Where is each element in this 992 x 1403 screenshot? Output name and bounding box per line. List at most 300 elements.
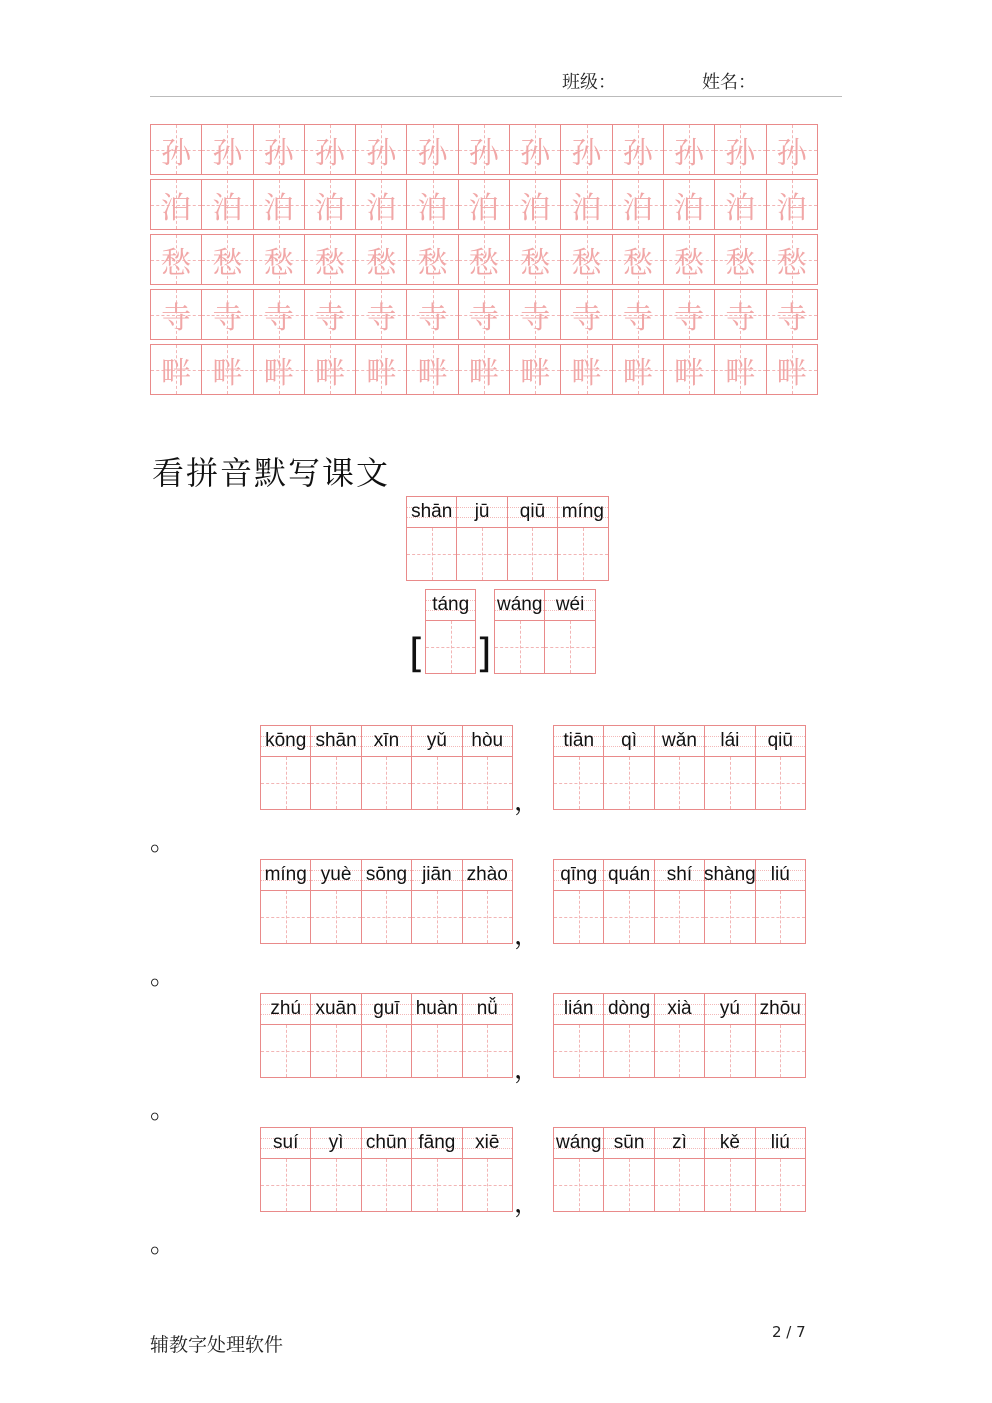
pinyin: yì: [328, 1132, 344, 1153]
pinyin: míng: [561, 501, 604, 522]
practice-row: [150, 344, 817, 395]
trace-character: 孙: [468, 135, 499, 171]
trace-character: 畔: [212, 355, 243, 391]
line-char-box: [260, 993, 311, 1078]
pinyin: jū: [474, 501, 490, 522]
writing-cell[interactable]: [705, 1025, 754, 1077]
character-practice-grid: [150, 124, 817, 399]
writing-cell[interactable]: [705, 891, 754, 943]
title-char-box: [456, 496, 507, 581]
title-char-box: [507, 496, 558, 581]
trace-character: 孙: [315, 135, 346, 171]
line-second-half: [553, 993, 805, 1078]
line-second-half: [553, 859, 805, 944]
pinyin: shān: [411, 501, 453, 522]
trace-character: 孙: [366, 135, 397, 171]
practice-cell[interactable]: [714, 179, 766, 230]
trace-character: 愁: [315, 245, 346, 281]
author-boxes: [494, 589, 595, 674]
pinyin: quán: [607, 864, 651, 885]
pinyin: xiē: [475, 1132, 500, 1153]
trace-character: 泊: [571, 190, 602, 226]
line-char-box: [553, 1127, 604, 1212]
writing-cell[interactable]: [261, 757, 310, 809]
writing-cell[interactable]: [655, 1025, 704, 1077]
pinyin: guī: [373, 998, 400, 1019]
pinyin: qiū: [519, 501, 546, 522]
writing-cell[interactable]: [412, 1025, 461, 1077]
writing-cell[interactable]: [261, 1025, 310, 1077]
pinyin: xuān: [315, 998, 357, 1019]
practice-cell[interactable]: [560, 179, 612, 230]
trace-character: 泊: [520, 190, 551, 226]
practice-cell[interactable]: [509, 289, 561, 340]
comma: ，: [514, 1189, 541, 1219]
pinyin: lái: [720, 730, 740, 751]
trace-character: 寺: [212, 300, 243, 336]
practice-cell[interactable]: [612, 179, 664, 230]
practice-cell[interactable]: [355, 289, 407, 340]
writing-cell[interactable]: [463, 1159, 512, 1211]
line-char-box: [462, 993, 513, 1078]
pinyin: qì: [621, 730, 638, 751]
line-char-box: [462, 1127, 513, 1212]
line-char-box: [462, 725, 513, 810]
practice-cell[interactable]: [201, 344, 253, 395]
author-char-box: [494, 589, 545, 674]
line-char-box: [755, 1127, 806, 1212]
practice-cell[interactable]: [509, 124, 561, 175]
trace-character: 畔: [571, 355, 602, 391]
practice-cell[interactable]: [355, 344, 407, 395]
pinyin: hòu: [471, 730, 504, 751]
practice-cell[interactable]: [612, 234, 664, 285]
practice-cell[interactable]: [560, 289, 612, 340]
practice-cell[interactable]: [150, 234, 202, 285]
writing-cell[interactable]: [545, 621, 594, 673]
practice-cell[interactable]: [560, 234, 612, 285]
pinyin: kě: [719, 1132, 740, 1153]
line-char-box: [704, 1127, 755, 1212]
practice-cell[interactable]: [355, 234, 407, 285]
practice-cell[interactable]: [663, 344, 715, 395]
comma: ，: [514, 787, 541, 817]
trace-character: 寺: [674, 300, 705, 336]
comma: ，: [514, 1055, 541, 1085]
trace-character: 泊: [161, 190, 192, 226]
pinyin: qīng: [560, 864, 598, 885]
writing-cell[interactable]: [558, 528, 607, 580]
writing-cell[interactable]: [261, 1159, 310, 1211]
writing-cell[interactable]: [457, 528, 506, 580]
line-char-box: [704, 993, 755, 1078]
header-divider: [150, 96, 842, 97]
trace-character: 寺: [366, 300, 397, 336]
line-first-half: [260, 725, 512, 810]
trace-character: 畔: [725, 355, 756, 391]
line-char-box: [755, 725, 806, 810]
writing-cell[interactable]: [412, 757, 461, 809]
practice-cell[interactable]: [458, 234, 510, 285]
writing-cell[interactable]: [756, 1159, 805, 1211]
practice-cell[interactable]: [663, 124, 715, 175]
writing-cell[interactable]: [463, 891, 512, 943]
trace-character: 孙: [417, 135, 448, 171]
writing-cell[interactable]: [554, 757, 603, 809]
line-char-box: [553, 725, 604, 810]
name-label: 姓名：: [702, 72, 756, 93]
practice-cell[interactable]: [560, 344, 612, 395]
trace-character: 愁: [571, 245, 602, 281]
practice-cell[interactable]: [714, 124, 766, 175]
trace-character: 泊: [725, 190, 756, 226]
practice-cell[interactable]: [253, 289, 305, 340]
practice-cell[interactable]: [150, 124, 202, 175]
dynasty-box: [425, 589, 475, 674]
comma: ，: [514, 921, 541, 951]
pinyin: yǔ: [426, 730, 447, 751]
pinyin: míng: [264, 864, 307, 885]
writing-cell[interactable]: [463, 757, 512, 809]
trace-character: 畔: [674, 355, 705, 391]
writing-cell[interactable]: [412, 1159, 461, 1211]
line-char-box: [704, 725, 755, 810]
pinyin: shí: [666, 864, 693, 885]
line-char-box: [704, 859, 755, 944]
practice-cell[interactable]: [253, 234, 305, 285]
writing-cell[interactable]: [655, 1159, 704, 1211]
trace-character: 泊: [315, 190, 346, 226]
writing-cell[interactable]: [655, 757, 704, 809]
pinyin: jiān: [422, 864, 452, 885]
trace-character: 寺: [161, 300, 192, 336]
practice-cell[interactable]: [406, 289, 458, 340]
line-char-box: [755, 993, 806, 1078]
practice-cell[interactable]: [766, 234, 818, 285]
trace-character: 畔: [366, 355, 397, 391]
poem-title-boxes: [406, 496, 608, 581]
trace-character: 孙: [725, 135, 756, 171]
line-char-box: [603, 859, 654, 944]
trace-character: 寺: [725, 300, 756, 336]
pinyin: wǎn: [662, 730, 697, 751]
line-first-half: [260, 993, 512, 1078]
line-char-box: [361, 1127, 412, 1212]
writing-cell[interactable]: [554, 891, 603, 943]
writing-cell[interactable]: [756, 1025, 805, 1077]
writing-cell[interactable]: [407, 528, 456, 580]
line-char-box: [553, 859, 604, 944]
practice-cell[interactable]: [560, 124, 612, 175]
pinyin: qiū: [767, 730, 793, 751]
trace-character: 孙: [520, 135, 551, 171]
pinyin: zhào: [466, 864, 508, 885]
practice-row: [150, 124, 817, 175]
pinyin: liú: [770, 864, 790, 885]
trace-character: 畔: [468, 355, 499, 391]
writing-cell[interactable]: [311, 1025, 360, 1077]
writing-cell[interactable]: [362, 1159, 411, 1211]
line-char-box: [260, 1127, 311, 1212]
trace-character: 孙: [622, 135, 653, 171]
writing-cell[interactable]: [362, 757, 411, 809]
line-char-box: [654, 859, 705, 944]
practice-cell[interactable]: [150, 344, 202, 395]
writing-cell[interactable]: [426, 621, 475, 673]
pinyin: shān: [315, 730, 357, 751]
trace-character: 愁: [212, 245, 243, 281]
practice-cell[interactable]: [201, 289, 253, 340]
writing-cell[interactable]: [604, 1159, 653, 1211]
writing-cell[interactable]: [756, 757, 805, 809]
trace-character: 泊: [263, 190, 294, 226]
practice-cell[interactable]: [458, 289, 510, 340]
trace-character: 泊: [366, 190, 397, 226]
writing-cell[interactable]: [311, 891, 360, 943]
practice-cell[interactable]: [150, 179, 202, 230]
trace-character: 愁: [520, 245, 551, 281]
pinyin: nǚ: [476, 998, 498, 1019]
writing-cell[interactable]: [311, 757, 360, 809]
trace-character: 愁: [468, 245, 499, 281]
line-char-box: [310, 725, 361, 810]
trace-character: 畔: [315, 355, 346, 391]
pinyin: wéi: [555, 594, 585, 615]
trace-character: 寺: [468, 300, 499, 336]
pinyin: tiān: [563, 730, 595, 751]
line-char-box: [462, 859, 513, 944]
practice-cell[interactable]: [406, 179, 458, 230]
trace-character: 寺: [571, 300, 602, 336]
writing-cell[interactable]: [362, 891, 411, 943]
line-first-half: [260, 859, 512, 944]
pinyin: huàn: [415, 998, 458, 1019]
practice-cell[interactable]: [355, 124, 407, 175]
writing-cell[interactable]: [554, 1025, 603, 1077]
class-label: 班级：: [562, 72, 616, 93]
period: 。: [150, 827, 177, 857]
period: 。: [150, 961, 177, 991]
pinyin: wáng: [496, 594, 543, 615]
line-char-box: [553, 993, 604, 1078]
practice-cell[interactable]: [150, 289, 202, 340]
section-title: 看拼音默写课文: [152, 454, 391, 492]
trace-character: 愁: [417, 245, 448, 281]
trace-character: 孙: [674, 135, 705, 171]
writing-cell[interactable]: [463, 1025, 512, 1077]
trace-character: 寺: [520, 300, 551, 336]
practice-cell[interactable]: [458, 344, 510, 395]
trace-character: 孙: [263, 135, 294, 171]
practice-cell[interactable]: [612, 124, 664, 175]
practice-cell[interactable]: [509, 234, 561, 285]
line-char-box: [603, 993, 654, 1078]
pinyin: liú: [770, 1132, 790, 1153]
practice-row: [150, 234, 817, 285]
writing-cell[interactable]: [604, 891, 653, 943]
trace-character: 寺: [776, 300, 807, 336]
writing-cell[interactable]: [412, 891, 461, 943]
writing-cell[interactable]: [705, 1159, 754, 1211]
pinyin: yú: [719, 998, 740, 1019]
writing-cell[interactable]: [311, 1159, 360, 1211]
practice-cell[interactable]: [304, 179, 356, 230]
trace-character: 畔: [161, 355, 192, 391]
practice-cell[interactable]: [253, 179, 305, 230]
practice-cell[interactable]: [355, 179, 407, 230]
practice-cell[interactable]: [458, 124, 510, 175]
practice-cell[interactable]: [253, 344, 305, 395]
practice-cell[interactable]: [509, 179, 561, 230]
title-char-box: [406, 496, 457, 581]
line-char-box: [603, 725, 654, 810]
practice-row: [150, 289, 817, 340]
trace-character: 孙: [571, 135, 602, 171]
line-char-box: [755, 859, 806, 944]
line-char-box: [310, 1127, 361, 1212]
author-char-box: [544, 589, 595, 674]
line-char-box: [310, 859, 361, 944]
writing-cell[interactable]: [604, 1025, 653, 1077]
pinyin: sōng: [365, 864, 408, 885]
dynasty-bracket-open: [: [409, 631, 425, 677]
practice-cell[interactable]: [663, 289, 715, 340]
writing-cell[interactable]: [756, 891, 805, 943]
practice-cell[interactable]: [766, 124, 818, 175]
dynasty-char-box: [425, 589, 476, 674]
trace-character: 寺: [417, 300, 448, 336]
trace-character: 愁: [161, 245, 192, 281]
trace-character: 泊: [417, 190, 448, 226]
pinyin: zhú: [270, 998, 302, 1019]
trace-character: 寺: [315, 300, 346, 336]
trace-character: 孙: [776, 135, 807, 171]
writing-cell[interactable]: [261, 891, 310, 943]
pinyin: xīn: [373, 730, 400, 751]
practice-cell[interactable]: [663, 234, 715, 285]
trace-character: 畔: [520, 355, 551, 391]
pinyin: wáng: [555, 1132, 602, 1153]
practice-cell[interactable]: [253, 124, 305, 175]
trace-character: 孙: [212, 135, 243, 171]
trace-character: 孙: [161, 135, 192, 171]
line-char-box: [411, 1127, 462, 1212]
practice-cell[interactable]: [458, 179, 510, 230]
pinyin: shàng: [703, 864, 756, 885]
pinyin: chūn: [365, 1132, 408, 1153]
pinyin: zhōu: [759, 998, 801, 1019]
trace-character: 泊: [776, 190, 807, 226]
trace-character: 愁: [622, 245, 653, 281]
writing-cell[interactable]: [655, 891, 704, 943]
practice-cell[interactable]: [201, 124, 253, 175]
practice-cell[interactable]: [406, 344, 458, 395]
trace-character: 泊: [468, 190, 499, 226]
dynasty-bracket-close: ]: [476, 631, 492, 677]
writing-cell[interactable]: [495, 621, 544, 673]
line-second-half: [553, 725, 805, 810]
practice-cell[interactable]: [714, 289, 766, 340]
line-second-half: [553, 1127, 805, 1212]
trace-character: 泊: [674, 190, 705, 226]
line-char-box: [411, 859, 462, 944]
trace-character: 愁: [776, 245, 807, 281]
page-number: 2 / 7: [772, 1323, 806, 1341]
trace-character: 愁: [674, 245, 705, 281]
line-char-box: [310, 993, 361, 1078]
pinyin: táng: [432, 594, 470, 615]
title-char-box: [557, 496, 608, 581]
writing-cell[interactable]: [604, 757, 653, 809]
practice-cell[interactable]: [509, 344, 561, 395]
period: 。: [150, 1229, 177, 1259]
line-char-box: [603, 1127, 654, 1212]
trace-character: 愁: [366, 245, 397, 281]
line-char-box: [260, 859, 311, 944]
writing-cell[interactable]: [554, 1159, 603, 1211]
writing-cell[interactable]: [508, 528, 557, 580]
pinyin: zì: [672, 1132, 687, 1153]
line-char-box: [361, 725, 412, 810]
practice-cell[interactable]: [304, 289, 356, 340]
trace-character: 畔: [776, 355, 807, 391]
practice-cell[interactable]: [304, 124, 356, 175]
line-char-box: [361, 859, 412, 944]
pinyin: lián: [563, 998, 594, 1019]
trace-character: 畔: [263, 355, 294, 391]
trace-character: 寺: [263, 300, 294, 336]
trace-character: 泊: [212, 190, 243, 226]
trace-character: 愁: [263, 245, 294, 281]
writing-cell[interactable]: [362, 1025, 411, 1077]
practice-cell[interactable]: [663, 179, 715, 230]
line-char-box: [654, 1127, 705, 1212]
footer-software: 辅教字处理软件: [150, 1334, 284, 1356]
practice-cell[interactable]: [612, 289, 664, 340]
practice-cell[interactable]: [201, 179, 253, 230]
trace-character: 愁: [725, 245, 756, 281]
trace-character: 寺: [622, 300, 653, 336]
line-char-box: [654, 725, 705, 810]
practice-cell[interactable]: [766, 289, 818, 340]
practice-cell[interactable]: [766, 179, 818, 230]
line-char-box: [361, 993, 412, 1078]
practice-cell[interactable]: [714, 344, 766, 395]
pinyin: dòng: [607, 998, 651, 1019]
practice-cell[interactable]: [406, 234, 458, 285]
pinyin: kōng: [265, 730, 307, 751]
practice-cell[interactable]: [304, 234, 356, 285]
pinyin: suí: [273, 1132, 299, 1153]
practice-cell[interactable]: [406, 124, 458, 175]
practice-cell[interactable]: [304, 344, 356, 395]
pinyin: sūn: [613, 1132, 645, 1153]
pinyin: xià: [667, 998, 692, 1019]
trace-character: 畔: [622, 355, 653, 391]
practice-cell[interactable]: [201, 234, 253, 285]
line-char-box: [411, 993, 462, 1078]
pinyin: yuè: [320, 864, 352, 885]
trace-character: 泊: [622, 190, 653, 226]
line-char-box: [260, 725, 311, 810]
line-char-box: [411, 725, 462, 810]
line-char-box: [654, 993, 705, 1078]
practice-cell[interactable]: [612, 344, 664, 395]
practice-cell[interactable]: [714, 234, 766, 285]
writing-cell[interactable]: [705, 757, 754, 809]
practice-row: [150, 179, 817, 230]
practice-cell[interactable]: [766, 344, 818, 395]
